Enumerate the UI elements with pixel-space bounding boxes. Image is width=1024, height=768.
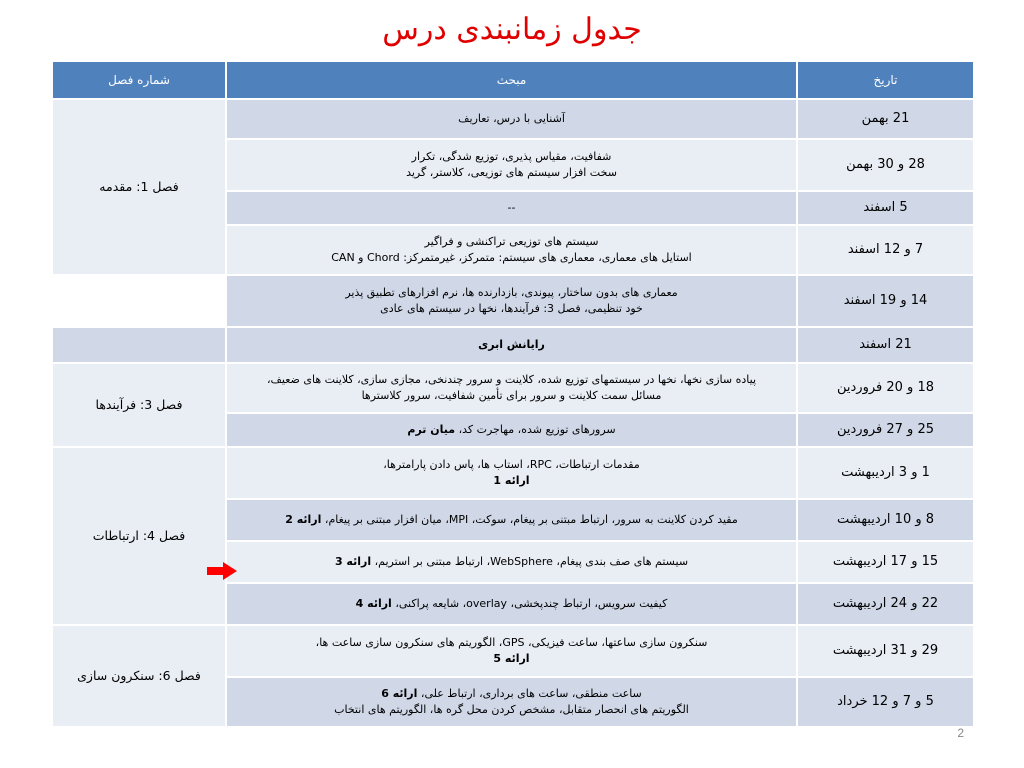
topic-highlight: ارائه 1 (493, 474, 530, 487)
topic-line (233, 165, 790, 181)
page-title: جدول زمانبندی درس (382, 12, 642, 47)
topic-line (233, 388, 790, 404)
topic-line (233, 457, 790, 473)
topic-highlight: ارائه 6 (381, 687, 418, 700)
topic-cell (226, 275, 797, 327)
date-cell: 22 و 24 اردیبهشت (797, 583, 974, 625)
topic-text: شفافیت، مقیاس پذیری، توزیع شدگی، تکرار (411, 150, 612, 163)
topic-line (233, 234, 790, 250)
topic-text: خود تنظیمی، فصل 3: فرآیندها، نخها در سیستم های عادی (380, 302, 643, 315)
date-cell: 25 و 27 فروردین (797, 413, 974, 447)
date-cell: 14 و 19 اسفند (797, 275, 974, 327)
topic-text: سنکرون سازی ساعتها، ساعت فیزیکی، GPS، الگوریتم های سنکرون سازی ساعت ها، (315, 636, 708, 649)
topic-line (233, 301, 790, 317)
topic-line (233, 596, 790, 612)
table-row (52, 99, 974, 139)
date-cell: 1 و 3 اردیبهشت (797, 447, 974, 499)
topic-highlight: رایانش ابری (478, 338, 545, 351)
topic-cell (226, 139, 797, 191)
topic-cell (226, 541, 797, 583)
topic-cell (226, 99, 797, 139)
topic-text: کیفیت سرویس، ارتباط چندپخشی، overlay، شایعه پراکنی، (391, 597, 668, 610)
topic-cell (226, 363, 797, 413)
topic-line (233, 372, 790, 388)
right-arrow-icon (207, 562, 237, 580)
topic-line (233, 512, 790, 528)
topic-line (233, 554, 790, 570)
topic-text: سیستم های توزیعی تراکنشی و فراگیر (424, 235, 599, 248)
topic-line (233, 635, 790, 651)
topic-line (233, 149, 790, 165)
topic-line (233, 422, 790, 438)
topic-text: مقید کردن کلاینت به سرور، ارتباط مبتنی بر پیغام، سوکت، MPI، میان افزار مبتنی بر پیغام، (321, 513, 738, 526)
topic-highlight: ارائه 5 (493, 652, 530, 665)
header-topic: مبحث (226, 61, 797, 99)
table-row (52, 625, 974, 677)
topic-text: الگوریتم های انحصار متقابل، مشخص کردن محل گره ها، الگوریتم های انتخاب (334, 703, 689, 716)
date-cell: 21 اسفند (797, 327, 974, 363)
topic-line (233, 473, 790, 489)
schedule-table (51, 60, 975, 728)
topic-cell (226, 499, 797, 541)
topic-text: معماری های بدون ساختار، پیوندی، بازدارنده ها، نرم افزارهای تطبیق پذیر (345, 286, 678, 299)
table-row (52, 327, 974, 363)
topic-cell (226, 625, 797, 677)
topic-line (233, 111, 790, 127)
topic-cell (226, 413, 797, 447)
table-row (52, 275, 974, 327)
topic-cell (226, 327, 797, 363)
header-date: تاریخ (797, 61, 974, 99)
page-number: 2 (957, 726, 964, 740)
topic-text: استایل های معماری، معماری های سیستم: متمرکز، غیرمتمرکز: Chord و CAN (331, 251, 692, 264)
topic-text: ساعت منطقی، ساعت های برداری، ارتباط علی، (417, 687, 642, 700)
header-row (52, 61, 974, 99)
topic-cell (226, 583, 797, 625)
topic-line (233, 337, 790, 353)
topic-text: مقدمات ارتباطات، RPC، استاب ها، پاس دادن پارامترها، (383, 458, 640, 471)
topic-cell (226, 447, 797, 499)
topic-cell (226, 677, 797, 727)
topic-line (233, 651, 790, 667)
date-cell: 29 و 31 اردیبهشت (797, 625, 974, 677)
topic-text: سرورهای توزیع شده، مهاجرت کد، (455, 423, 616, 436)
date-cell: 7 و 12 اسفند (797, 225, 974, 275)
topic-line (233, 250, 790, 266)
date-cell: 15 و 17 اردیبهشت (797, 541, 974, 583)
topic-highlight: میان ترم (407, 423, 456, 436)
date-cell: 5 اسفند (797, 191, 974, 225)
topic-text: سخت افزار سیستم های توزیعی، کلاستر، گرید (406, 166, 617, 179)
header-chapter: شماره فصل (52, 61, 226, 99)
topic-line (233, 686, 790, 702)
chapter-cell: فصل 3: فرآیندها (52, 363, 226, 447)
date-cell: 21 بهمن (797, 99, 974, 139)
topic-highlight: ارائه 2 (285, 513, 322, 526)
topic-cell (226, 191, 797, 225)
topic-line (233, 702, 790, 718)
topic-text: -- (507, 201, 516, 214)
schedule-body (52, 99, 974, 727)
topic-cell (226, 225, 797, 275)
chapter-cell (52, 327, 226, 363)
topic-text: مسائل سمت کلاینت و سرور برای تأمین شفافیت، سرور کلاسترها (361, 389, 662, 402)
topic-text: سیستم های صف بندی پیغام، WebSphere، ارتباط مبتنی بر استریم، (371, 555, 689, 568)
topic-line (233, 285, 790, 301)
chapter-cell: فصل 1: مقدمه (52, 99, 226, 275)
topic-highlight: ارائه 3 (334, 555, 372, 568)
table-row (52, 363, 974, 413)
topic-text: پیاده سازی نخها، نخها در سیستمهای توزیع شده، کلاینت و سرور چندنخی، مجازی سازی، کلاینت های ضعیف، (266, 373, 757, 386)
table-row (52, 447, 974, 499)
date-cell: 8 و 10 اردیبهشت (797, 499, 974, 541)
date-cell: 5 و 7 و 12 خرداد (797, 677, 974, 727)
topic-line (233, 200, 790, 216)
chapter-cell: فصل 6: سنکرون سازی (52, 625, 226, 727)
date-cell: 18 و 20 فروردین (797, 363, 974, 413)
topic-highlight: ارائه 4 (355, 597, 392, 610)
chapter-cell: فصل 4: ارتباطات (52, 447, 226, 625)
arrow-shape (207, 562, 237, 580)
date-cell: 28 و 30 بهمن (797, 139, 974, 191)
topic-text: آشنایی با درس، تعاریف (458, 112, 565, 125)
